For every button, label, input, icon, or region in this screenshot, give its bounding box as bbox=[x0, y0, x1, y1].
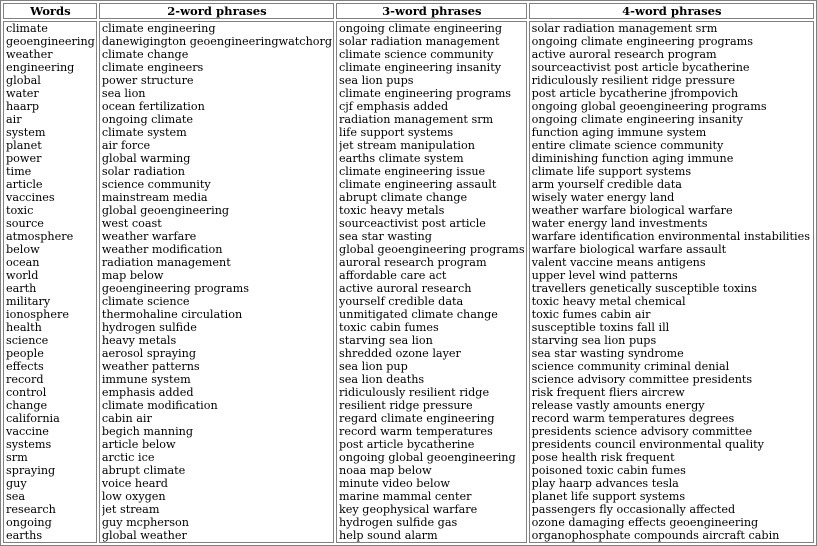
list-item: toxic cabin fumes bbox=[339, 321, 439, 334]
list-item: geoengineering programs bbox=[101, 282, 249, 295]
list-item: active auroral research bbox=[339, 282, 472, 295]
list-item: begich manning bbox=[101, 425, 194, 438]
header-2-word-phrases: 2-word phrases bbox=[99, 3, 334, 19]
list-item: water energy land investments bbox=[531, 217, 708, 230]
list-item: guy mcpherson bbox=[101, 516, 189, 529]
list-item: climate engineers bbox=[101, 61, 204, 74]
list-item: sourceactivist post article bycatherine bbox=[531, 61, 750, 74]
list-item: science community bbox=[101, 178, 211, 191]
list-item: immune system bbox=[101, 373, 191, 386]
list-item: warfare identification environmental instabilities bbox=[531, 230, 810, 243]
four-word-column bbox=[529, 21, 814, 543]
list-item: science bbox=[6, 334, 49, 347]
list-item: ongoing climate engineering bbox=[339, 22, 503, 35]
list-item: pose health risk frequent bbox=[531, 451, 675, 464]
list-item: map below bbox=[101, 269, 164, 282]
list-item: play haarp advances tesla bbox=[531, 477, 679, 490]
list-item: shredded ozone layer bbox=[339, 347, 461, 360]
list-item: atmosphere bbox=[6, 230, 74, 243]
list-item: mainstream media bbox=[101, 191, 208, 204]
list-item: ocean bbox=[6, 256, 40, 269]
list-item: sea bbox=[6, 490, 26, 503]
header-4-word-phrases: 4-word phrases bbox=[529, 3, 814, 19]
list-item: ocean fertilization bbox=[101, 100, 205, 113]
list-item: record warm temperatures bbox=[339, 425, 493, 438]
list-item: solar radiation management bbox=[339, 35, 500, 48]
list-item: ongoing climate engineering insanity bbox=[531, 113, 743, 126]
list-item: jet stream bbox=[101, 503, 160, 516]
list-item: poisoned toxic cabin fumes bbox=[531, 464, 686, 477]
header-3-word-phrases: 3-word phrases bbox=[336, 3, 527, 19]
list-item: geoengineering bbox=[6, 35, 95, 48]
list-item: research bbox=[6, 503, 56, 516]
list-item: hydrogen sulfide gas bbox=[339, 516, 458, 529]
list-item: arctic ice bbox=[101, 451, 155, 464]
list-item: science advisory committee presidents bbox=[531, 373, 753, 386]
list-item: jet stream manipulation bbox=[339, 139, 475, 152]
list-item: help sound alarm bbox=[339, 529, 438, 542]
list-item: weather warfare bbox=[101, 230, 197, 243]
list-item: ionosphere bbox=[6, 308, 69, 321]
list-item: ridiculously resilient ridge bbox=[339, 386, 490, 399]
list-item: climate modification bbox=[101, 399, 218, 412]
list-item: article bbox=[6, 178, 43, 191]
list-item: air bbox=[6, 113, 22, 126]
list-item: military bbox=[6, 295, 51, 308]
list-item: global weather bbox=[101, 529, 187, 542]
list-item: regard climate engineering bbox=[339, 412, 495, 425]
list-item: yourself credible data bbox=[339, 295, 464, 308]
list-item: upper level wind patterns bbox=[531, 269, 678, 282]
list-item: climate engineering bbox=[101, 22, 216, 35]
list-item: system bbox=[6, 126, 46, 139]
list-item: unmitigated climate change bbox=[339, 308, 498, 321]
list-item: earth bbox=[6, 282, 37, 295]
list-item: record warm temperatures degrees bbox=[531, 412, 735, 425]
list-item: sea star wasting bbox=[339, 230, 432, 243]
list-item: travellers genetically susceptible toxins bbox=[531, 282, 757, 295]
list-item: affordable care act bbox=[339, 269, 447, 282]
list-item: climate engineering insanity bbox=[339, 61, 502, 74]
list-item: weather bbox=[6, 48, 53, 61]
list-item: abrupt climate change bbox=[339, 191, 468, 204]
list-item: key geophysical warfare bbox=[339, 503, 478, 516]
list-item: emphasis added bbox=[101, 386, 194, 399]
list-item: radiation management srm bbox=[339, 113, 494, 126]
list-item: guy bbox=[6, 477, 27, 490]
list-item: climate change bbox=[101, 48, 189, 61]
list-item: vaccines bbox=[6, 191, 55, 204]
list-item: sea star wasting syndrome bbox=[531, 347, 684, 360]
list-item: aerosol spraying bbox=[101, 347, 196, 360]
list-item: danewigington geoengineeringwatchorg bbox=[101, 35, 333, 48]
list-item: presidents council environmental quality bbox=[531, 438, 765, 451]
list-item: haarp bbox=[6, 100, 40, 113]
list-item: climate engineering issue bbox=[339, 165, 486, 178]
header-words: Words bbox=[3, 3, 97, 19]
list-item: toxic heavy metal chemical bbox=[531, 295, 686, 308]
list-item: passengers fly occasionally affected bbox=[531, 503, 736, 516]
list-item: climate system bbox=[101, 126, 187, 139]
list-item: control bbox=[6, 386, 47, 399]
list-item: toxic fumes cabin air bbox=[531, 308, 651, 321]
list-item: global geoengineering bbox=[101, 204, 230, 217]
list-item: solar radiation bbox=[101, 165, 185, 178]
list-item: post article bycatherine jfrompovich bbox=[531, 87, 739, 100]
list-item: ongoing global geoengineering programs bbox=[531, 100, 767, 113]
list-item: ongoing global geoengineering bbox=[339, 451, 516, 464]
list-item: planet life support systems bbox=[531, 490, 686, 503]
list-item: power structure bbox=[101, 74, 194, 87]
list-item: toxic heavy metals bbox=[339, 204, 445, 217]
list-item: toxic bbox=[6, 204, 34, 217]
list-item: weather modification bbox=[101, 243, 223, 256]
list-item: sea lion pup bbox=[339, 360, 408, 373]
list-item: weather patterns bbox=[101, 360, 200, 373]
list-item: global bbox=[6, 74, 41, 87]
list-item: active auroral research program bbox=[531, 48, 717, 61]
list-item: power bbox=[6, 152, 42, 165]
list-item: thermohaline circulation bbox=[101, 308, 243, 321]
list-item: california bbox=[6, 412, 60, 425]
list-item: planet bbox=[6, 139, 42, 152]
list-item: time bbox=[6, 165, 32, 178]
list-item: voice heard bbox=[101, 477, 168, 490]
list-item: water bbox=[6, 87, 39, 100]
list-item: climate engineering programs bbox=[339, 87, 512, 100]
list-item: climate science community bbox=[339, 48, 494, 61]
list-item: air force bbox=[101, 139, 151, 152]
list-item: systems bbox=[6, 438, 52, 451]
list-item: cjf emphasis added bbox=[339, 100, 449, 113]
list-item: entire climate science community bbox=[531, 139, 724, 152]
list-item: heavy metals bbox=[101, 334, 177, 347]
list-item: function aging immune system bbox=[531, 126, 707, 139]
list-item: noaa map below bbox=[339, 464, 432, 477]
list-item: starving sea lion bbox=[339, 334, 433, 347]
list-item: auroral research program bbox=[339, 256, 487, 269]
list-item: valent vaccine means antigens bbox=[531, 256, 706, 269]
list-item: climate science bbox=[101, 295, 190, 308]
list-item: earths bbox=[6, 529, 43, 542]
list-item: ongoing climate bbox=[101, 113, 193, 126]
list-item: global geoengineering programs bbox=[339, 243, 525, 256]
three-word-column bbox=[336, 21, 527, 543]
list-item: wisely water energy land bbox=[531, 191, 675, 204]
list-item: sea lion pups bbox=[339, 74, 414, 87]
list-item: starving sea lion pups bbox=[531, 334, 657, 347]
list-item: diminishing function aging immune bbox=[531, 152, 734, 165]
list-item: post article bycatherine bbox=[339, 438, 475, 451]
list-item: world bbox=[6, 269, 39, 282]
list-item: ongoing climate engineering programs bbox=[531, 35, 753, 48]
list-item: ozone damaging effects geoengineering bbox=[531, 516, 759, 529]
list-item: cabin air bbox=[101, 412, 152, 425]
list-item: climate bbox=[6, 22, 48, 35]
list-item: effects bbox=[6, 360, 44, 373]
list-item: change bbox=[6, 399, 48, 412]
list-item: susceptible toxins fall ill bbox=[531, 321, 670, 334]
list-item: sourceactivist post article bbox=[339, 217, 486, 230]
list-item: life support systems bbox=[339, 126, 454, 139]
list-item: climate life support systems bbox=[531, 165, 692, 178]
words-column bbox=[3, 21, 97, 543]
list-item: warfare biological warfare assault bbox=[531, 243, 727, 256]
list-item: sea lion deaths bbox=[339, 373, 425, 386]
two-word-column bbox=[99, 21, 334, 543]
list-item: resilient ridge pressure bbox=[339, 399, 473, 412]
body-row bbox=[3, 21, 814, 543]
header-row bbox=[3, 3, 814, 19]
list-item: solar radiation management srm bbox=[531, 22, 718, 35]
list-item: arm yourself credible data bbox=[531, 178, 682, 191]
list-item: below bbox=[6, 243, 40, 256]
list-item: record bbox=[6, 373, 44, 386]
list-item: people bbox=[6, 347, 44, 360]
list-item: minute video below bbox=[339, 477, 450, 490]
list-item: science community criminal denial bbox=[531, 360, 730, 373]
list-item: presidents science advisory committee bbox=[531, 425, 753, 438]
list-item: earths climate system bbox=[339, 152, 464, 165]
list-item: organophosphate compounds aircraft cabin bbox=[531, 529, 780, 542]
list-item: ridiculously resilient ridge pressure bbox=[531, 74, 736, 87]
list-item: srm bbox=[6, 451, 28, 464]
list-item: article below bbox=[101, 438, 176, 451]
list-item: risk frequent fliers aircrew bbox=[531, 386, 685, 399]
list-item: radiation management bbox=[101, 256, 231, 269]
list-item: release vastly amounts energy bbox=[531, 399, 705, 412]
list-item: global warming bbox=[101, 152, 191, 165]
list-item: vaccine bbox=[6, 425, 49, 438]
list-item: engineering bbox=[6, 61, 75, 74]
list-item: spraying bbox=[6, 464, 56, 477]
list-item: health bbox=[6, 321, 42, 334]
list-item: sea lion bbox=[101, 87, 146, 100]
list-item: ongoing bbox=[6, 516, 52, 529]
list-item: low oxygen bbox=[101, 490, 166, 503]
list-item: marine mammal center bbox=[339, 490, 472, 503]
list-item: weather warfare biological warfare bbox=[531, 204, 733, 217]
list-item: west coast bbox=[101, 217, 162, 230]
list-item: abrupt climate bbox=[101, 464, 186, 477]
list-item: source bbox=[6, 217, 44, 230]
list-item: climate engineering assault bbox=[339, 178, 497, 191]
list-item: hydrogen sulfide bbox=[101, 321, 197, 334]
